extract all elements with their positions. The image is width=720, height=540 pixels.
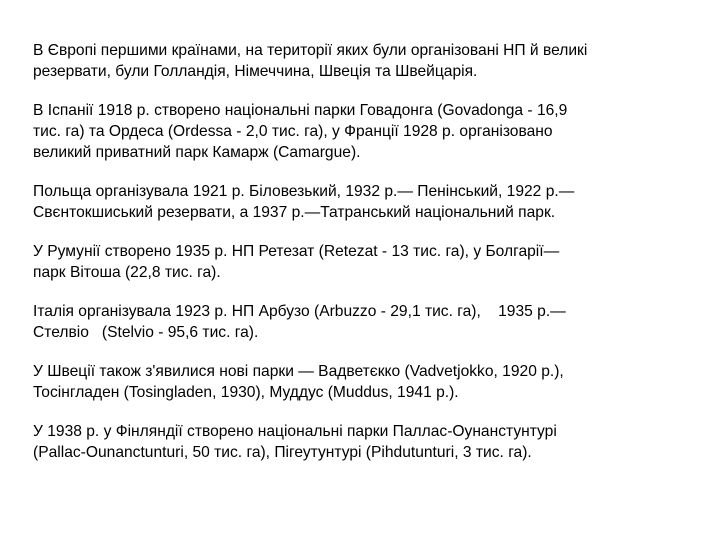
paragraph-europe-first-countries: [33, 40, 693, 82]
text-line: великий приватний парк Камарж (Camargue).: [33, 144, 361, 161]
slide-body-text: [33, 40, 693, 481]
text-line: Польща організувала 1921 р. Біловезький, 1932 р.— Пенінський, 1922 р.—: [33, 183, 575, 200]
paragraph-romania-bulgaria: [33, 241, 693, 283]
text-line: У Румунії створено 1935 р. НП Ретезат (Retezat - 13 тис. га), у Болгарії—: [33, 243, 560, 260]
text-line: Стелвіо (Stelvio - 95,6 тис. га).: [33, 324, 259, 341]
paragraph-sweden: [33, 361, 693, 403]
text-line: У 1938 р. у Фінляндії створено національні парки Паллас-Оунанстунтурі: [33, 423, 557, 440]
text-line: (Pallac-Ounanctunturi, 50 тис. га), Пігеутунтурі (Pihdutunturi, 3 тис. га).: [33, 444, 532, 461]
text-line: тис. га) та Ордеса (Ordessa - 2,0 тис. га), у Франції 1928 р. організовано: [33, 123, 553, 140]
paragraph-poland: [33, 181, 693, 223]
text-line: резервати, були Голландія, Німеччина, Швеція та Швейцарія.: [33, 63, 478, 80]
text-line: Свєнтокшиський резервати, а 1937 р.—Татранський національний парк.: [33, 204, 556, 221]
text-line: Тосінгладен (Tosingladen, 1930), Муддус (Muddus, 1941 р.).: [33, 384, 459, 401]
paragraph-spain-france: [33, 100, 693, 163]
text-line: В Іспанії 1918 р. створено національні парки Говадонга (Govadonga - 16,9: [33, 102, 568, 119]
paragraph-italy: [33, 301, 693, 343]
text-line: парк Вітоша (22,8 тис. га).: [33, 264, 221, 281]
text-line: У Швеції також з'явилися нові парки — Вадветєкко (Vadvetjokko, 1920 р.),: [33, 363, 564, 380]
text-line: В Європі першими країнами, на території яких були організовані НП й великі: [33, 42, 588, 59]
paragraph-finland: [33, 421, 693, 463]
text-line: Італія організувала 1923 р. НП Арбузо (Arbuzzo - 29,1 тис. га), 1935 р.—: [33, 303, 566, 320]
